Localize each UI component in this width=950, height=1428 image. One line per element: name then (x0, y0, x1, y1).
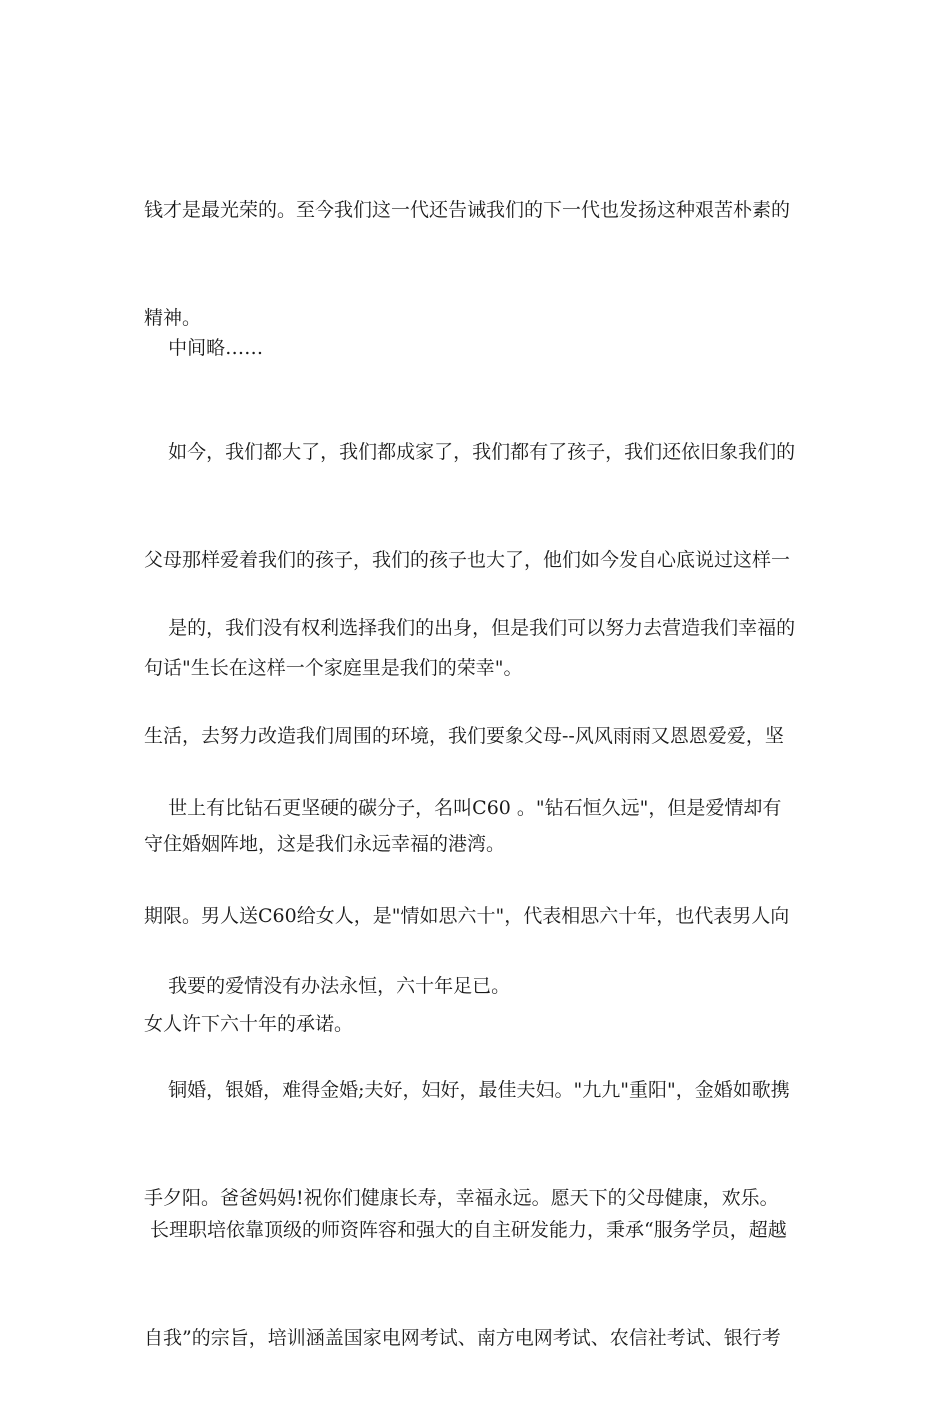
text-line: 守住婚姻阵地，这是我们永远幸福的港湾。 (144, 833, 506, 855)
text-line: 句话"生长在这样一个家庭里是我们的荣幸"。 (144, 657, 523, 679)
text-line: 父母那样爱着我们的孩子，我们的孩子也大了，他们如今发自心底说过这样一 (144, 549, 791, 571)
text-line: 如今，我们都大了，我们都成家了，我们都有了孩子，我们还依旧象我们的 (144, 441, 796, 463)
text-line: 生活，去努力改造我们周围的环境，我们要象父母--风风雨雨又恩恩爱爱，坚 (144, 725, 784, 747)
text-line: 女人许下六十年的承诺。 (144, 1013, 354, 1035)
text-line: 期限。男人送C60给女人，是"情如思六十"，代表相思六十年，也代表男人向 (144, 905, 790, 927)
text-line: 我要的爱情没有办法永恒，六十年足已。 (144, 975, 511, 997)
text-line: 自我”的宗旨，培训涵盖国家电网考试、南方电网考试、农信社考试、银行考 (144, 1327, 781, 1349)
text-line: 铜婚，银婚，难得金婚;夫好，妇好，最佳夫妇。"九九"重阳"，金婚如歌携 (144, 1079, 790, 1101)
paragraph-training-ad (144, 1140, 809, 1428)
text-line: 长理职培依靠顶级的师资阵容和强大的自主研发能力，秉承“服务学员，超越 (144, 1219, 787, 1241)
text-line: 手夕阳。爸爸妈妈!祝你们健康长寿，幸福永远。愿天下的父母健康，欢乐。 (144, 1187, 779, 1209)
text-line: 精神。 (144, 307, 202, 329)
text-line: 中间略…… (144, 337, 264, 359)
text-line: 是的，我们没有权利选择我们的出身，但是我们可以努力去营造我们幸福的 (144, 617, 796, 639)
text-line: 世上有比钻石更坚硬的碳分子，名叫C60 。"钻石恒久远"，但是爱情却有 (144, 797, 782, 819)
text-line: 钱才是最光荣的。至今我们这一代还告诫我们的下一代也发扬这种艰苦朴素的 (144, 199, 791, 221)
